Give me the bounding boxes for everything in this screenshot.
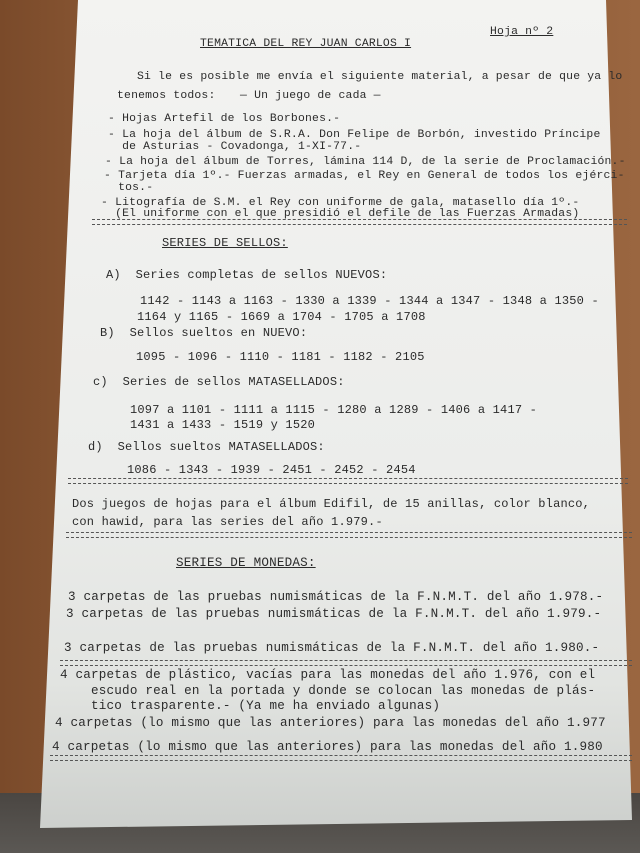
list-item: tos.-: [104, 182, 154, 194]
album-line: con hawid, para las series del año 1.979.-: [72, 515, 383, 529]
stamps-heading: SERIES DE SELLOS:: [162, 236, 288, 250]
intro-line: Si le es posible me envía el siguiente material, a pesar de que ya lo: [137, 71, 623, 83]
document-title: TEMATICA DEL REY JUAN CARLOS I: [200, 38, 412, 50]
stamps-a-label: A) Series completas de sellos NUEVOS:: [106, 268, 388, 282]
list-item: (El uniforme con el que presidió el defile de las Fuerzas Armadas): [101, 208, 580, 220]
intro-line: tenemos todos:: [117, 90, 216, 102]
separator: [92, 219, 627, 225]
coins-plastic: tico trasparente.- (Ya me ha enviado algunas): [60, 699, 441, 713]
list-item: - La hoja del álbum de Torres, lámina 114 D, de la serie de Proclamación.-: [105, 156, 626, 168]
separator: [68, 478, 628, 484]
intro-note: — Un juego de cada —: [240, 90, 381, 102]
coins-plastic: 4 carpetas de plástico, vacías para las monedas del año 1.976, con el: [60, 668, 596, 682]
list-item: - Tarjeta día 1º.- Fuerzas armadas, el Rey en General de todos los ejérci-: [104, 170, 625, 182]
coins-heading: SERIES DE MONEDAS:: [176, 556, 316, 570]
list-item: - Hojas Artefil de los Borbones.-: [108, 113, 341, 125]
stamps-a-values: 1142 - 1143 a 1163 - 1330 a 1339 - 1344 a 1347 - 1348 a 1350 -: [140, 294, 599, 308]
separator: [60, 660, 632, 666]
stamps-c-label: c) Series de sellos MATASELLADOS:: [93, 375, 345, 389]
stamps-d-label: d) Sellos sueltos MATASELLADOS:: [88, 440, 325, 454]
separator: [50, 755, 632, 761]
stamps-c-values: 1097 a 1101 - 1111 a 1115 - 1280 a 1289 - 1406 a 1417 -: [130, 403, 538, 417]
coins-line: 3 carpetas de las pruebas numismáticas de la F.N.M.T. del año 1.980.-: [64, 641, 600, 655]
stamps-b-values: 1095 - 1096 - 1110 - 1181 - 1182 - 2105: [136, 350, 425, 364]
coins-more: 4 carpetas (lo mismo que las anteriores) para las monedas del año 1.980: [52, 740, 603, 754]
stamps-a-values: 1164 y 1165 - 1669 a 1704 - 1705 a 1708: [137, 310, 426, 324]
stamps-b-label: B) Sellos sueltos en NUEVO:: [100, 326, 308, 340]
coins-more: 4 carpetas (lo mismo que las anteriores) para las monedas del año 1.977: [55, 716, 606, 730]
list-item: - Litografía de S.M. el Rey con uniforme de gala, matasello día 1º.-: [101, 197, 580, 209]
coins-plastic: escudo real en la portada y donde se colocan las monedas de plás-: [60, 684, 596, 698]
separator: [66, 532, 632, 538]
stamps-c-values: 1431 a 1433 - 1519 y 1520: [130, 418, 316, 432]
coins-line: 3 carpetas de las pruebas numismáticas de la F.N.M.T. del año 1.978.-: [68, 590, 604, 604]
coins-line: 3 carpetas de las pruebas numismáticas de la F.N.M.T. del año 1.979.-: [66, 607, 602, 621]
list-item: de Asturias - Covadonga, 1-XI-77.-: [108, 141, 362, 153]
sheet-number: Hoja nº 2: [490, 26, 554, 38]
stamps-d-values: 1086 - 1343 - 1939 - 2451 - 2452 - 2454: [127, 463, 416, 477]
album-line: Dos juegos de hojas para el álbum Edifil, de 15 anillas, color blanco,: [72, 497, 591, 511]
list-item: - La hoja del álbum de S.R.A. Don Felipe de Borbón, investido Príncipe: [108, 129, 601, 141]
